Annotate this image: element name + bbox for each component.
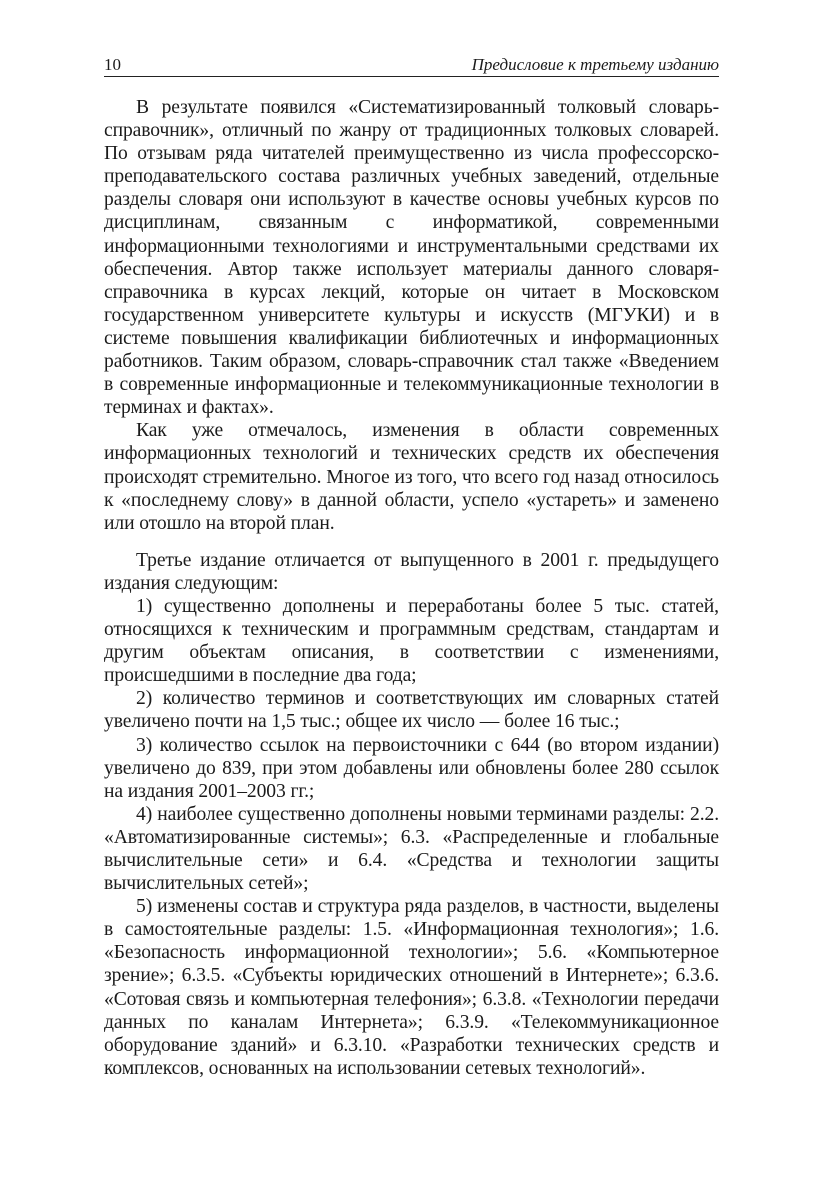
- running-header: [104, 52, 719, 77]
- list-item-1: 1) существенно дополнены и переработаны более 5 тыс. статей, относящихся к техническим и программным средствам, стандартам и другим объектам описания, в соответствии с изменениями, происшедшими в последние два года;: [104, 595, 719, 687]
- paragraph-changes: Как уже отмечалось, изменения в области современных информационных технологий и технических средств их обеспечения происходят стремительно. Многое из того, что всего год назад относилось к «последнему слову» в данной области, успело «устареть» и заменено или отошло на второй план.: [104, 420, 719, 534]
- paragraph-third-edition: Третье издание отличается от выпущенного в 2001 г. предыдущего издания следующим:: [104, 549, 719, 594]
- list-item-4: 4) наиболее существенно дополнены новыми терминами разделы: 2.2. «Автоматизированные системы»; 6.3. «Распределенные и глобальные вычислительные сети» и 6.4. «Средства и технологии защиты вычислительных сетей»;: [104, 803, 719, 895]
- list-item-2: 2) количество терминов и соответствующих им словарных статей увеличено почти на 1,5 тыс.; общее их число — более 16 тыс.;: [104, 688, 719, 733]
- page-body: [104, 96, 719, 1080]
- running-title: Предисловие к третьему изданию: [471, 55, 719, 74]
- list-item-5: 5) изменены состав и структура ряда разделов, в частности, выделены в самостоятельные разделы: 1.5. «Информационная технология»; 1.6. «Безопасность информационной технологии»; 5.6. «Компьютерное зрение»; 6.3.5. «Субъекты юридических отношений в Интернете»; 6.3.6. «Сотовая связь и компьютерная телефония»; 6.3.8. «Технологии передачи данных по каналам Интернета»; 6.3.9. «Телекоммуникационное оборудование зданий» и 6.3.10. «Разработки технических средств и комплексов, основанных на использовании сетевых технологий».: [104, 896, 719, 1079]
- paragraph-result: В результате появился «Систематизированный толковый словарь-справочник», отличный по жанру от традиционных толковых словарей. По отзывам ряда читателей преимущественно из числа профессорско-преподавательского состава различных учебных заведений, отдельные разделы словаря они используют в качестве основы учебных курсов по дисциплинам, связанным с информатикой, современными информационными технологиями и инструментальными средствами их обеспечения. Автор также использует материалы данного словаря-справочника в курсах лекций, которые он читает в Московском государственном университете культуры и искусств (МГУКИ) и в системе повышения квалификации библиотечных и информационных работников. Таким образом, словарь-справочник стал также «Введением в современные информационные и телекоммуникационные технологии в терминах и фактах».: [104, 97, 719, 419]
- page-number: 10: [104, 55, 121, 74]
- list-item-3: 3) количество ссылок на первоисточники с 644 (во втором издании) увеличено до 839, при этом добавлены или обновлены более 280 ссылок на издания 2001–2003 гг.;: [104, 734, 719, 802]
